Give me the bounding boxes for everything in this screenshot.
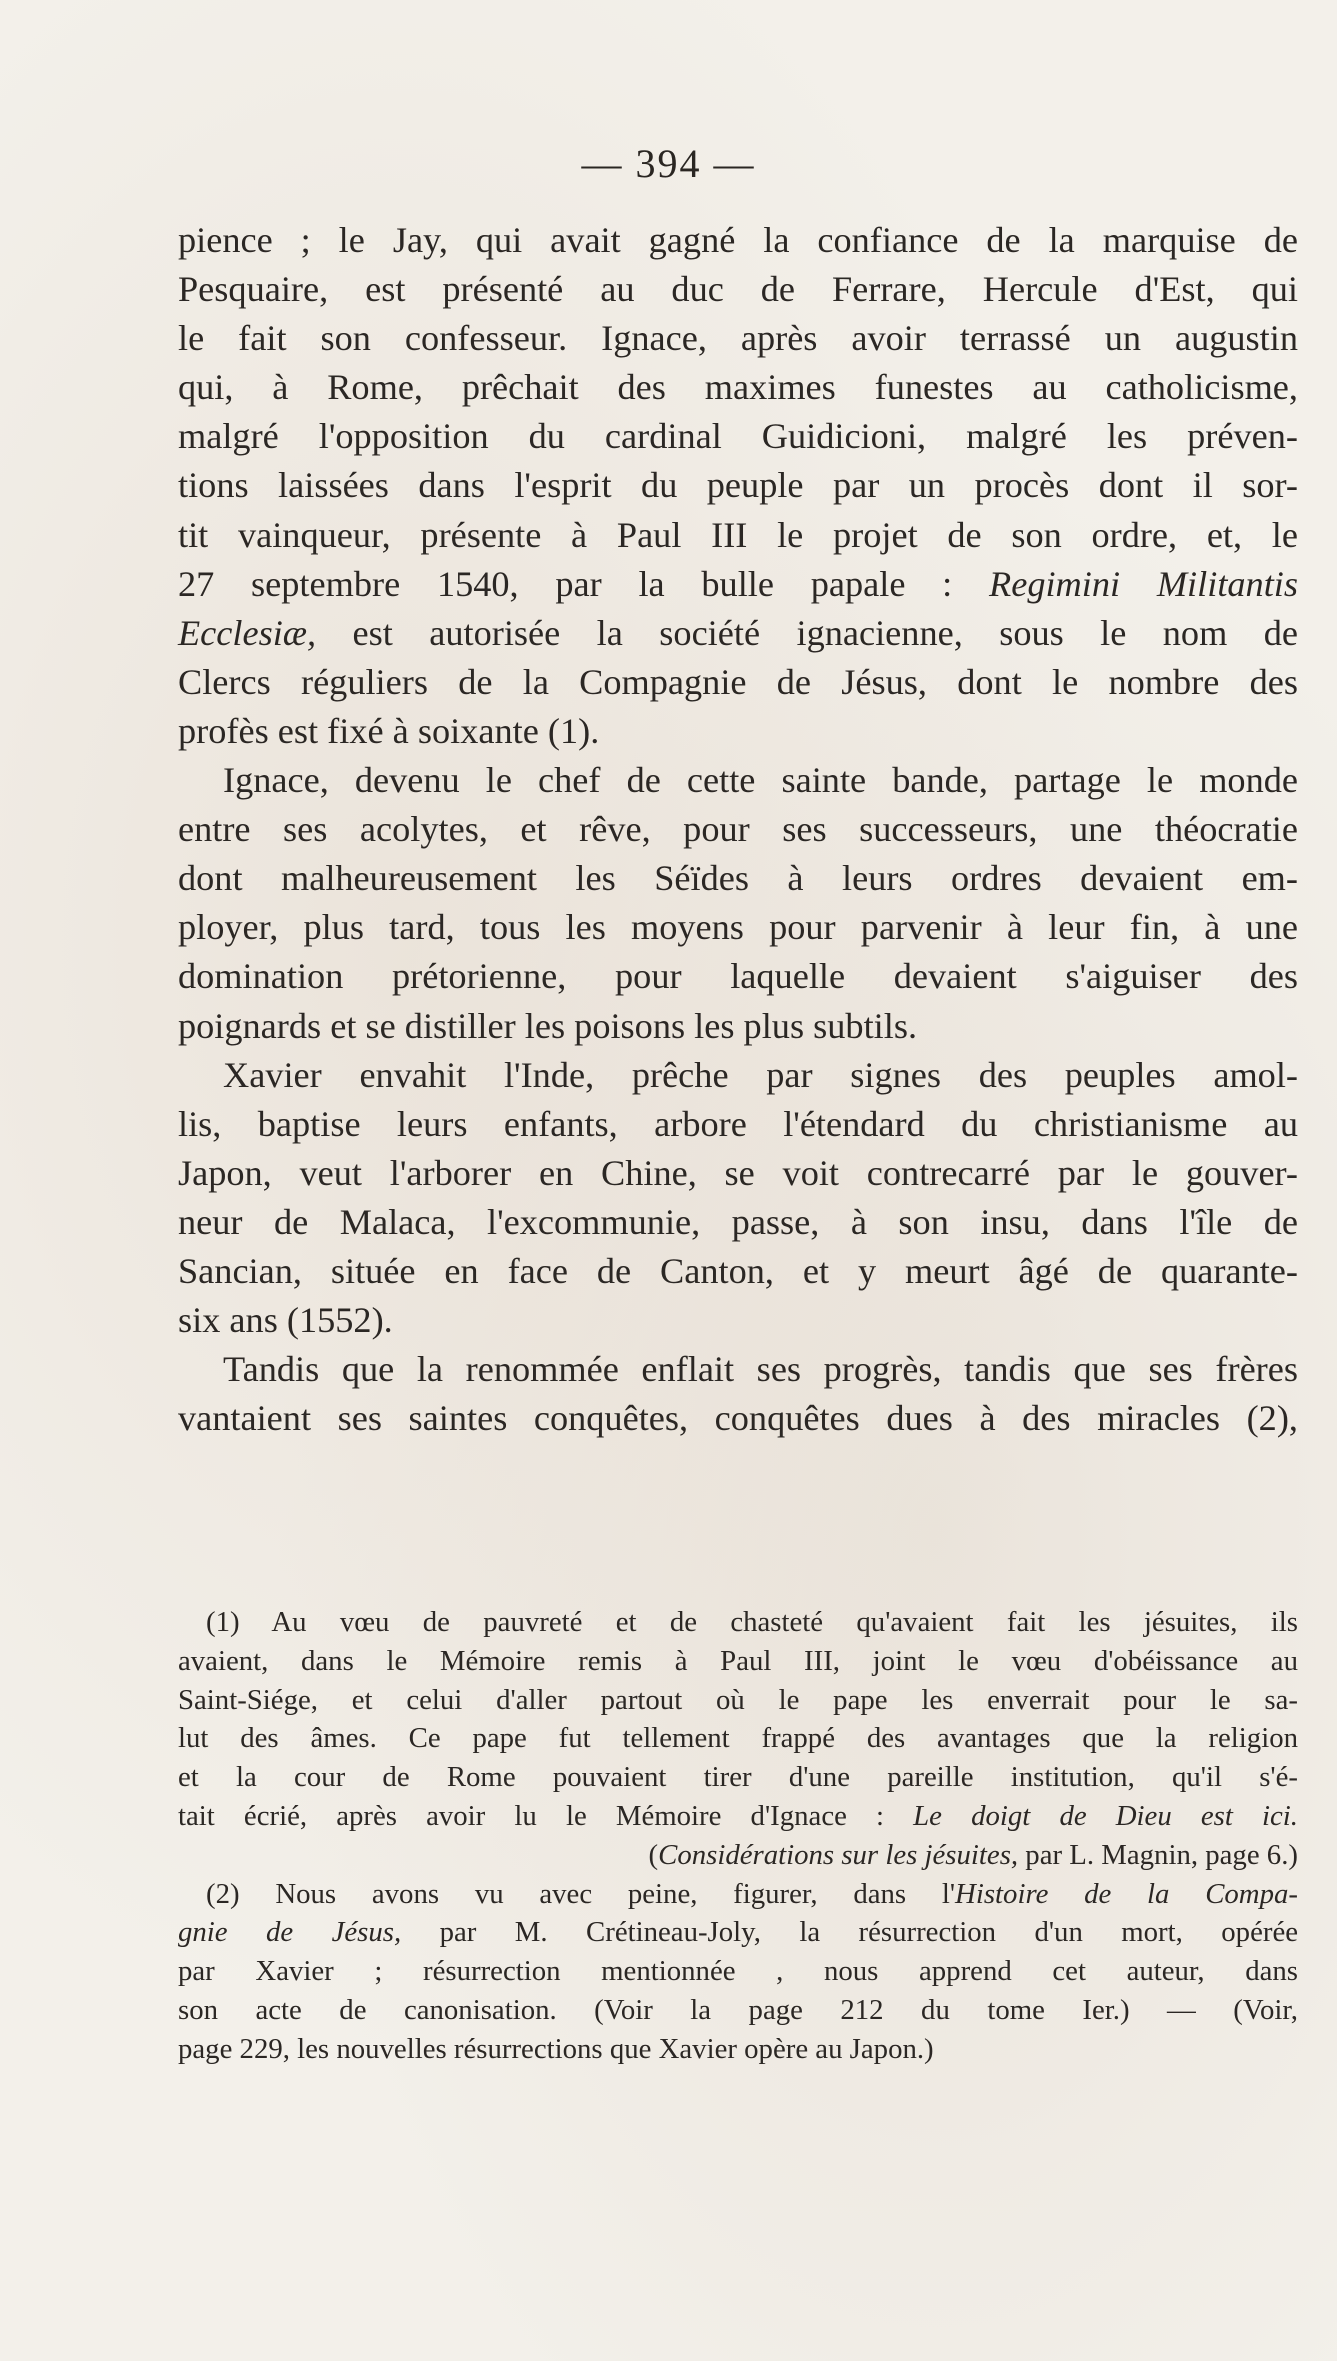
footnote-line: Saint-Siége, et celui d'aller partout où le pape les enverrait pour le sa- xyxy=(178,1683,1298,1716)
text-line: tit vainqueur, présente à Paul III le projet de son ordre, et, le xyxy=(178,514,1298,555)
book-title: Histoire de la Compa- xyxy=(955,1877,1298,1910)
text-segment: par M. Crétineau-Joly, la résurrection d'un mort, opérée xyxy=(401,1916,1299,1949)
text-line: qui, à Rome, prêchait des maximes funestes au catholicisme, xyxy=(178,367,1298,408)
text-line: Xavier envahit l'Inde, prêche par signes des peuples amol- xyxy=(223,1054,1298,1095)
footnote-line: (1) Au vœu de pauvreté et de chasteté qu'avaient fait les jésuites, ils xyxy=(206,1606,1298,1638)
text-line: neur de Malaca, l'excommunie, passe, à son insu, dans l'île de xyxy=(178,1201,1298,1242)
text-line: le fait son confesseur. Ignace, après avoir terrassé un augustin xyxy=(178,318,1298,359)
text-segment: ( xyxy=(648,1838,659,1871)
text-segment: par L. Magnin, page 6.) xyxy=(1018,1838,1298,1871)
footnote-line: lut des âmes. Ce pape fut tellement frappé des avantages que la religion xyxy=(178,1722,1298,1755)
text-line: poignards et se distiller les poisons les plus subtils. xyxy=(178,1005,918,1046)
text-line: malgré l'opposition du cardinal Guidicioni, malgré les préven- xyxy=(178,416,1298,457)
text-segment: (2) Nous avons vu avec peine, figurer, dans l' xyxy=(206,1877,956,1910)
text-line: profès est fixé à soixante (1). xyxy=(178,710,600,751)
footnote-line xyxy=(178,1875,1298,1914)
text-line xyxy=(178,609,1298,658)
text-line: Clercs réguliers de la Compagnie de Jésus, dont le nombre des xyxy=(178,661,1298,702)
text-segment: 27 septembre 1540, par la bulle papale : xyxy=(178,563,990,604)
italic-title-end: Ecclesiæ, xyxy=(178,612,317,653)
footnote-line: par Xavier ; résurrection mentionnée , nous apprend cet auteur, dans xyxy=(178,1955,1298,1988)
source-title: Considérations sur les jésuites, xyxy=(658,1838,1019,1871)
text-segment: tait écrié, après avoir lu le Mémoire d'Ignace : xyxy=(178,1799,914,1832)
text-line: lis, baptise leurs enfants, arbore l'étendard du christianisme au xyxy=(178,1103,1298,1144)
book-title-end: gnie de Jésus, xyxy=(178,1916,402,1949)
text-line xyxy=(178,560,1298,609)
italic-title: Regimini Militantis xyxy=(989,563,1298,604)
text-line: six ans (1552). xyxy=(178,1300,393,1341)
text-line: dont malheureusement les Séïdes à leurs ordres devaient em- xyxy=(178,858,1298,899)
footnote-line: page 229, les nouvelles résurrections que Xavier opère au Japon.) xyxy=(178,2032,934,2065)
text-line: Pesquaire, est présenté au duc de Ferrare, Hercule d'Est, qui xyxy=(178,269,1298,310)
text-line: tions laissées dans l'esprit du peuple par un procès dont il sor- xyxy=(178,465,1298,506)
text-line: vantaient ses saintes conquêtes, conquêtes dues à des miracles (2), xyxy=(178,1398,1298,1439)
footnote-source xyxy=(178,1836,1298,1875)
text-segment: est autorisée la société ignacienne, sous le nom de xyxy=(316,612,1298,653)
text-line: Tandis que la renommée enflait ses progrès, tandis que ses frères xyxy=(223,1349,1298,1390)
footnote-line: et la cour de Rome pouvaient tirer d'une pareille institution, qu'il s'é- xyxy=(178,1761,1298,1794)
footnotes xyxy=(178,1603,1298,2069)
text-line: Japon, veut l'arborer en Chine, se voit contrecarré par le gouver- xyxy=(178,1152,1298,1193)
text-line: entre ses acolytes, et rêve, pour ses successeurs, une théocratie xyxy=(178,809,1298,850)
footnote-line: son acte de canonisation. (Voir la page 212 du tome Ier.) — (Voir, xyxy=(178,1993,1298,2026)
text-line: Sancian, située en face de Canton, et y meurt âgé de quarante- xyxy=(178,1250,1298,1291)
footnote-line xyxy=(178,1913,1298,1952)
text-line: ployer, plus tard, tous les moyens pour parvenir à leur fin, à une xyxy=(178,907,1298,948)
text-line: Ignace, devenu le chef de cette sainte bande, partage le monde xyxy=(223,760,1298,801)
footnote-line: avaient, dans le Mémoire remis à Paul III, joint le vœu d'obéissance au xyxy=(178,1644,1298,1677)
main-text xyxy=(178,216,1298,1443)
footnote-line xyxy=(178,1797,1298,1836)
text-line: pience ; le Jay, qui avait gagné la confiance de la marquise de xyxy=(178,220,1298,260)
page-number: — 394 — xyxy=(581,141,756,186)
text-line: domination prétorienne, pour laquelle devaient s'aiguiser des xyxy=(178,956,1298,997)
footnote-quote: Le doigt de Dieu est ici. xyxy=(913,1799,1298,1832)
